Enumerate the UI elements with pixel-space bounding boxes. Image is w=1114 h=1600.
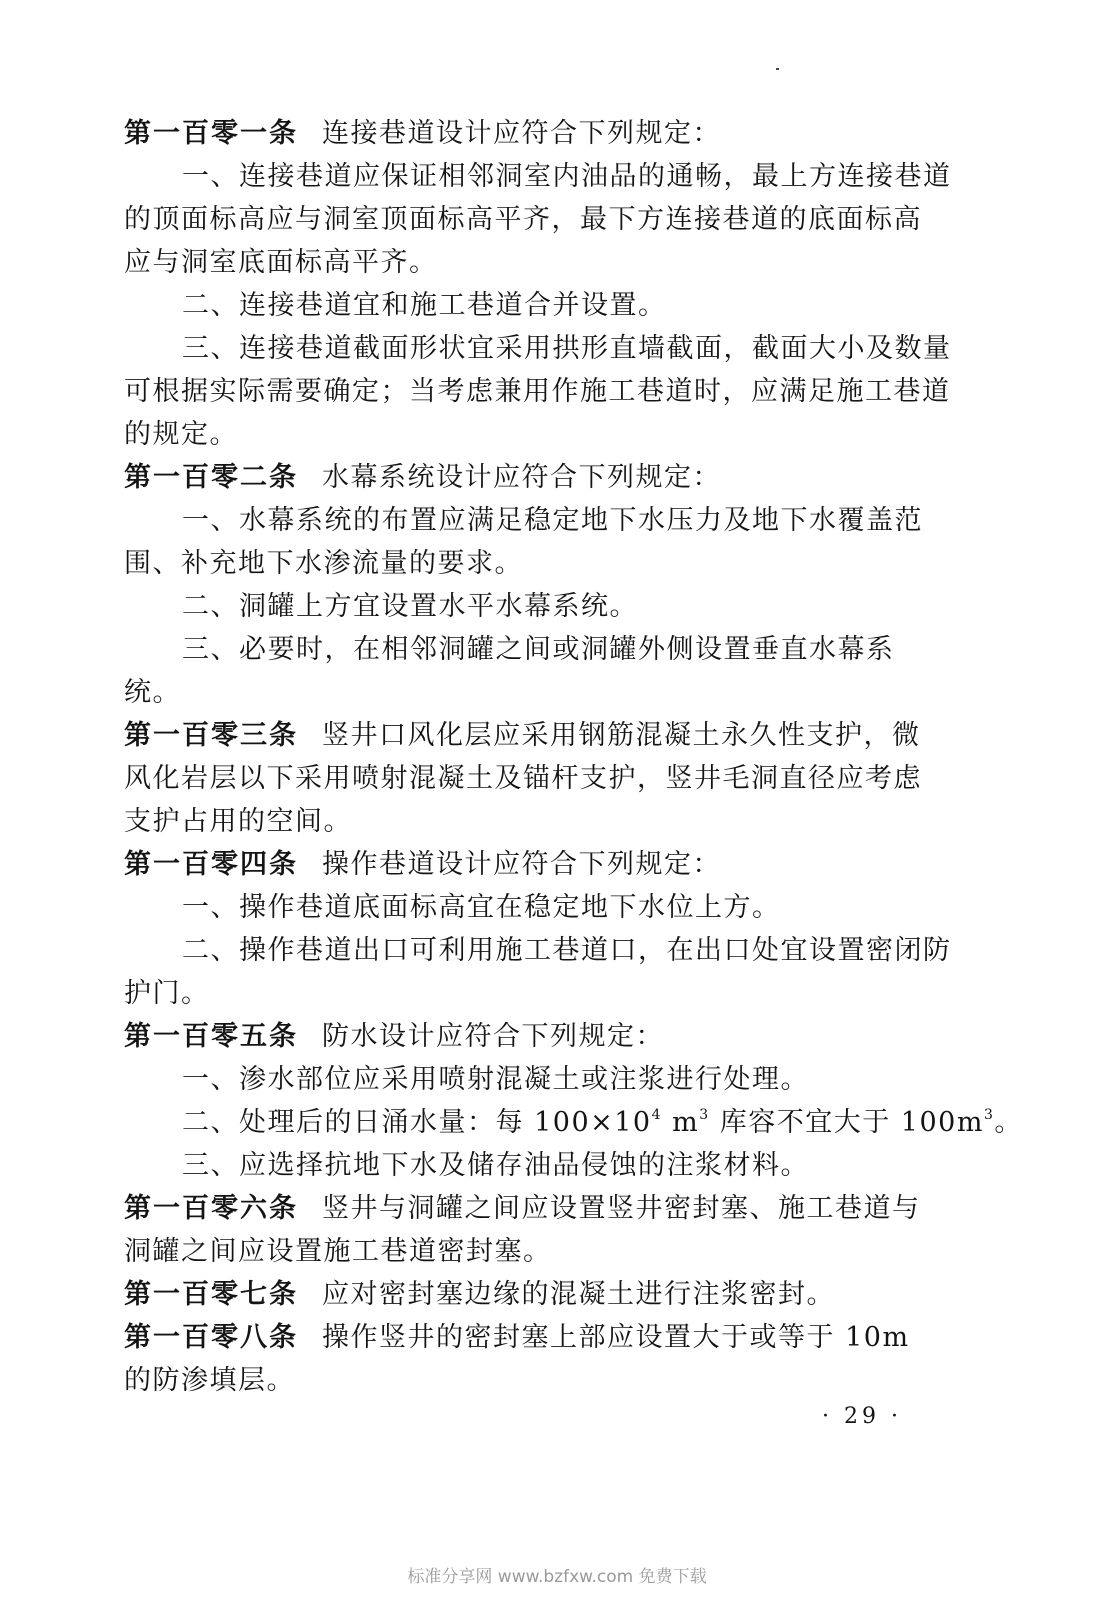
watermark-text: 标准分享网 www.bzfxw.com 免费下载 <box>407 1567 707 1587</box>
units-text-c: 库容不宜大于 100m <box>709 1107 984 1138</box>
paragraph-line: 一、水幕系统的布置应满足稳定地下水压力及地下水覆盖范 <box>182 505 923 536</box>
paragraph-line: 统。 <box>124 677 181 708</box>
paragraph-line: 的顶面标高应与洞室顶面标高平齐，最下方连接巷道的底面标高 <box>124 204 922 235</box>
article-text: 竖井口风化层应采用钢筋混凝土永久性支护，微 <box>322 720 921 751</box>
article-title: 第一百零二条 <box>124 462 298 493</box>
article-title: 第一百零七条 <box>124 1279 298 1310</box>
document-body <box>124 112 1023 1402</box>
article-title: 第一百零六条 <box>124 1193 298 1224</box>
paragraph-line: 一、连接巷道应保证相邻洞室内油品的通畅，最上方连接巷道 <box>182 161 952 192</box>
article-108-heading <box>124 1316 930 1359</box>
superscript: 3 <box>983 1107 995 1123</box>
article-text: 水幕系统设计应符合下列规定： <box>322 462 721 493</box>
article-102-heading <box>124 456 930 499</box>
article-text: 应对密封塞边缘的混凝土进行注浆密封。 <box>322 1279 835 1310</box>
units-text-d: 。 <box>994 1107 1023 1138</box>
paragraph-line: 围、补充地下水渗流量的要求。 <box>124 548 523 579</box>
article-text: 操作巷道设计应符合下列规定： <box>322 849 721 880</box>
paragraph-line: 的规定。 <box>124 419 238 450</box>
scan-speck <box>776 68 779 70</box>
units-text-a: 二、处理后的日涌水量：每 100×10 <box>182 1107 652 1138</box>
paragraph-line: 的防渗填层。 <box>124 1365 295 1396</box>
article-text: 连接巷道设计应符合下列规定： <box>322 118 721 149</box>
paragraph-line: 风化岩层以下采用喷射混凝土及锚杆支护，竖井毛洞直径应考虑 <box>124 763 922 794</box>
paragraph-line: 一、操作巷道底面标高宜在稳定地下水位上方。 <box>182 892 781 923</box>
article-text: 竖井与洞罐之间应设置竖井密封塞、施工巷道与 <box>322 1193 921 1224</box>
article-text: 防水设计应符合下列规定： <box>322 1021 664 1052</box>
article-title: 第一百零三条 <box>124 720 298 751</box>
article-text: 操作竖井的密封塞上部应设置大于或等于 10m <box>322 1322 910 1353</box>
paragraph-line: 护门。 <box>124 978 210 1009</box>
article-title: 第一百零一条 <box>124 118 298 149</box>
paragraph-line-with-units <box>124 1101 1023 1144</box>
article-107-heading <box>124 1273 930 1316</box>
paragraph-line: 支护占用的空间。 <box>124 806 352 837</box>
article-title: 第一百零五条 <box>124 1021 298 1052</box>
superscript: 3 <box>699 1107 710 1123</box>
paragraph-line: 洞罐之间应设置施工巷道密封塞。 <box>124 1236 552 1267</box>
paragraph-line: 一、渗水部位应采用喷射混凝土或注浆进行处理。 <box>182 1064 809 1095</box>
paragraph-line: 应与洞室底面标高平齐。 <box>124 247 438 278</box>
article-103-heading <box>124 714 930 757</box>
paragraph-line: 三、必要时，在相邻洞罐之间或洞罐外侧设置垂直水幕系 <box>182 634 895 665</box>
article-title: 第一百零四条 <box>124 849 298 880</box>
article-title: 第一百零八条 <box>124 1322 298 1353</box>
paragraph-line: 三、连接巷道截面形状宜采用拱形直墙截面，截面大小及数量 <box>182 333 952 364</box>
paragraph-line: 二、洞罐上方宜设置水平水幕系统。 <box>182 591 638 622</box>
superscript: 4 <box>651 1107 663 1123</box>
article-104-heading <box>124 843 930 886</box>
page-number: · 29 · <box>822 1404 902 1429</box>
article-101-heading <box>124 112 930 155</box>
paragraph-line: 二、操作巷道出口可利用施工巷道口，在出口处宜设置密闭防 <box>182 935 952 966</box>
paragraph-line: 三、应选择抗地下水及储存油品侵蚀的注浆材料。 <box>182 1150 809 1181</box>
units-text-b: m <box>662 1107 700 1138</box>
article-106-heading <box>124 1187 930 1230</box>
paragraph-line: 二、连接巷道宜和施工巷道合并设置。 <box>182 290 667 321</box>
article-105-heading <box>124 1015 930 1058</box>
paragraph-line: 可根据实际需要确定；当考虑兼用作施工巷道时，应满足施工巷道 <box>124 376 951 407</box>
